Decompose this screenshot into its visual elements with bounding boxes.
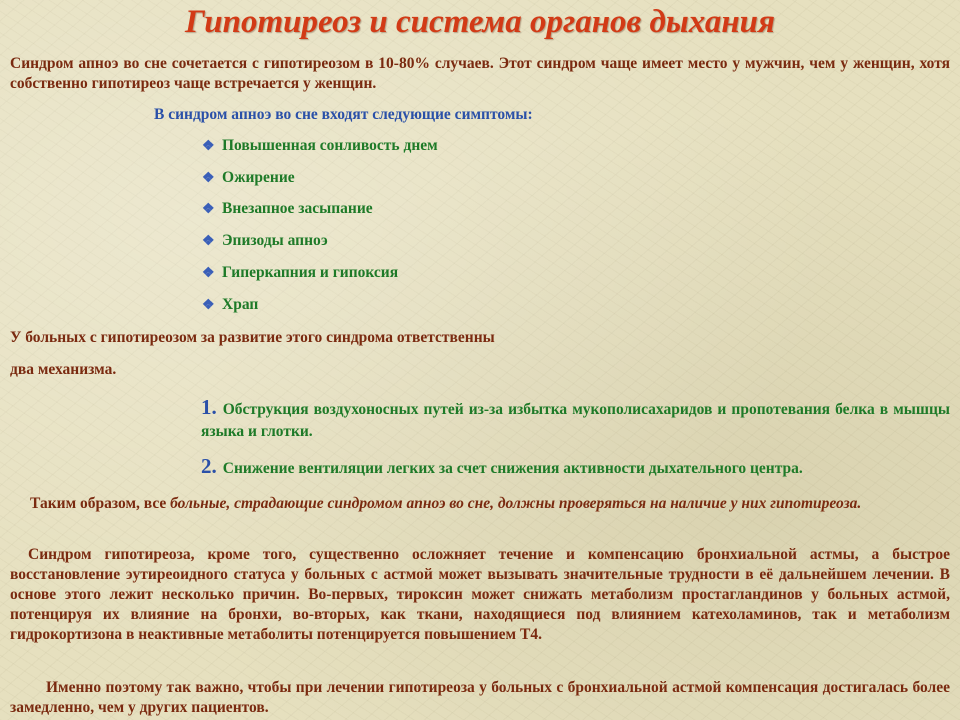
final-paragraph: Именно поэтому так важно, чтобы при лечении гипотиреоза у больных с бронхиальной астмой компенсация достигалась более замедленно, чем у других пациентов. <box>10 679 950 716</box>
symptom-text: Эпизоды апноэ <box>222 232 328 249</box>
mechanisms-intro-line2: два механизма. <box>10 361 117 378</box>
list-item <box>202 296 258 314</box>
diamond-bullet-icon: ❖ <box>202 202 215 217</box>
diamond-bullet-icon: ❖ <box>202 234 215 249</box>
symptom-text: Внезапное засыпание <box>222 200 373 217</box>
symptom-text: Ожирение <box>222 169 295 186</box>
conclusion-paragraph <box>10 494 950 514</box>
list-item <box>202 200 373 218</box>
mechanism-item-2 <box>201 455 950 480</box>
mechanism-text: Обструкция воздухоносных путей из-за избытка мукополисахаридов и пропотевания белка в мышцы языка и глотки. <box>201 401 950 440</box>
mechanisms-intro-line1: У больных с гипотиреозом за развитие этого синдрома ответственны <box>10 329 495 346</box>
diamond-bullet-icon: ❖ <box>202 266 215 281</box>
diamond-bullet-icon: ❖ <box>202 171 215 186</box>
conclusion-emphasis: больные, страдающие синдромом апноэ во сне, должны проверяться на наличие у них гипотиреоза. <box>170 495 862 512</box>
intro-paragraph: Синдром апноэ во сне сочетается с гипотиреозом в 10-80% случаев. Этот синдром чаще имеет место у мужчин, чем у женщин, хотя собственно гипотиреоз чаще встречается у женщин. <box>10 55 950 92</box>
symptom-text: Гиперкапния и гипоксия <box>222 264 399 281</box>
list-item <box>202 264 398 282</box>
symptom-text: Храп <box>222 296 259 313</box>
list-item <box>202 169 295 187</box>
diamond-bullet-icon: ❖ <box>202 139 215 154</box>
conclusion-lead: Таким образом, все <box>30 495 167 512</box>
mechanism-number: 2. <box>201 454 217 478</box>
slide-title: Гипотиреоз и система органов дыхания <box>184 4 776 40</box>
mechanism-number: 1. <box>201 395 217 419</box>
list-item <box>202 232 328 250</box>
mechanism-item-1 <box>201 396 950 443</box>
mechanism-text: Снижение вентиляции легких за счет снижения активности дыхательного центра. <box>222 460 803 477</box>
symptom-text: Повышенная сонливость днем <box>222 137 438 154</box>
diamond-bullet-icon: ❖ <box>202 298 215 313</box>
asthma-paragraph: Синдром гипотиреоза, кроме того, существенно осложняет течение и компенсацию бронхиальной астмы, а быстрое восстановление эутиреоидного статуса у больных с астмой может вызывать значительные трудности в её дальнейшем лечении. В основе этого лежит несколько причин. Во-первых, тироксин может снижать метаболизм простагландинов у больных астмой, потенцируя их влияние на бронхи, во-вторых, как ткани, находящиеся под влиянием катехоламинов, так и метаболизм гидрокортизона в неактивные метаболиты потенцируется повышением Т4. <box>10 546 950 643</box>
symptoms-header: В синдром апноэ во сне входят следующие симптомы: <box>154 106 533 123</box>
list-item <box>202 137 438 155</box>
